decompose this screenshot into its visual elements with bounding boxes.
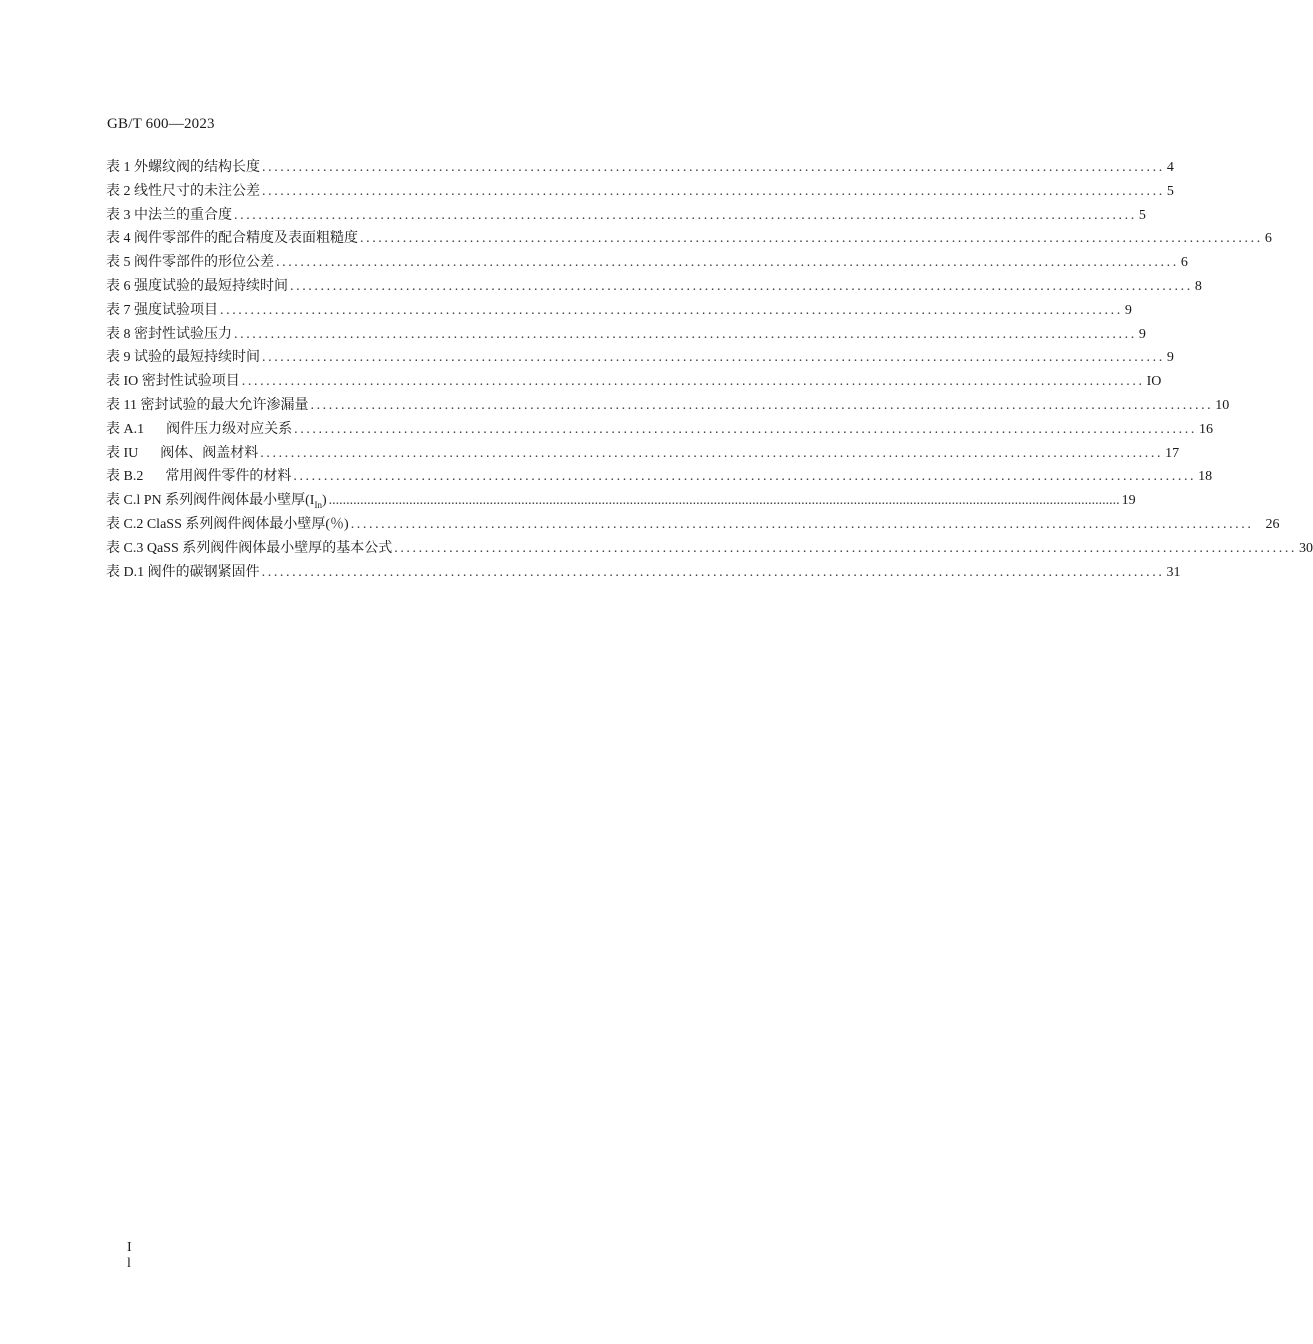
- toc-leader-dots: ....................................................................................................................................................: [260, 445, 1164, 461]
- toc-entry-page: 6: [1180, 255, 1188, 271]
- toc-entry-number: 表 A.1: [106, 421, 145, 437]
- toc-entry-page: 10: [1215, 397, 1230, 413]
- toc-entry[interactable]: [106, 561, 1181, 585]
- toc-entry[interactable]: [106, 227, 1272, 251]
- toc-entry-page: 9: [1166, 350, 1174, 366]
- toc-leader-dots: ....................................................................................................................................................: [276, 255, 1179, 271]
- toc-entry-label: 表 6 强度试验的最短持续时间: [106, 278, 288, 294]
- toc-leader-dots: ....................................................................................................................................................: [262, 160, 1165, 175]
- toc-entry[interactable]: [106, 489, 1136, 513]
- toc-leader-dots: ....................................................................................................................................................: [262, 183, 1165, 199]
- toc-entry-page: 18: [1198, 469, 1213, 485]
- toc-entry[interactable]: [106, 323, 1146, 347]
- toc-entry-label: 表 2 线性尺寸的未注公差: [106, 183, 260, 199]
- toc-leader-dots: ..................................................................................................................................................................................................................................: [328, 493, 1120, 509]
- toc-entry[interactable]: [106, 370, 1162, 394]
- toc-entry[interactable]: [106, 394, 1230, 418]
- toc-leader-dots: ....................................................................................................................................................: [294, 421, 1197, 437]
- toc-entry-label: [106, 465, 291, 485]
- toc-entry[interactable]: [106, 275, 1202, 299]
- toc-entry[interactable]: [106, 299, 1132, 323]
- toc-entry-page: 5: [1138, 207, 1146, 223]
- toc-entry-label: 表 C.2 ClaSS 系列阀件阀体最小壁厚(％): [106, 516, 349, 532]
- toc-entry-label: 表 C.3 QaSS 系列阀件阀体最小壁厚的基本公式: [106, 540, 393, 556]
- toc-entry[interactable]: [106, 180, 1174, 204]
- toc-entry-label: 表 9 试验的最短持续时间: [106, 350, 260, 366]
- toc-entry[interactable]: [106, 442, 1180, 466]
- toc-leader-dots: ....................................................................................................................................................: [220, 302, 1123, 318]
- toc-leader-dots: ....................................................................................................................................................: [241, 374, 1145, 390]
- toc-entry-label: [106, 418, 292, 438]
- toc-entry-subscript: In: [314, 499, 322, 510]
- toc-entry-label: 表 5 阀件零部件的形位公差: [106, 255, 274, 271]
- toc-entry-label: 表 IO 密封性试验项目: [106, 374, 240, 390]
- document-code: GB/T 600—2023: [107, 116, 215, 132]
- toc-entry[interactable]: [106, 156, 1174, 180]
- toc-entry-page: 16: [1198, 421, 1213, 437]
- toc-leader-dots: ....................................................................................................................................................: [360, 231, 1263, 247]
- toc-entry[interactable]: [106, 346, 1174, 370]
- toc-leader-dots: ....................................................................................................................................................: [290, 278, 1193, 294]
- table-of-contents: [106, 156, 1313, 584]
- toc-leader-dots: ....................................................................................................................................................: [262, 350, 1165, 366]
- toc-entry-page: 9: [1124, 302, 1132, 318]
- toc-entry-label: 表 11 密封试验的最大允许渗漏量: [106, 397, 309, 413]
- toc-entry-page: 17: [1165, 445, 1180, 461]
- toc-entry-label: [106, 489, 327, 510]
- toc-entry-page: 30: [1299, 540, 1313, 556]
- toc-entry-page: 4: [1166, 160, 1174, 175]
- toc-entry-page: IO: [1146, 374, 1162, 390]
- toc-entry-page: 9: [1138, 326, 1146, 342]
- toc-entry[interactable]: [106, 418, 1213, 442]
- toc-entry-number: 表 B.2: [106, 469, 144, 485]
- toc-entry-page: 19: [1121, 493, 1136, 509]
- toc-entry-title-tail: ): [321, 493, 327, 509]
- page-number-line: l: [127, 1256, 131, 1271]
- toc-entry-page: 8: [1194, 278, 1202, 294]
- toc-entry-title: 阀体、阀盖材料: [160, 445, 259, 461]
- toc-leader-dots: ....................................................................................................................................................: [261, 564, 1165, 580]
- toc-entry-label: [106, 442, 258, 462]
- toc-entry-page: 6: [1264, 231, 1272, 247]
- toc-entry[interactable]: [106, 465, 1213, 489]
- page-number: [127, 1240, 137, 1272]
- toc-entry-title: 常用阀件零件的材料: [165, 469, 292, 485]
- toc-entry-page: 26: [1265, 516, 1280, 532]
- toc-entry-label: 表 7 强度试验项目: [106, 302, 218, 318]
- page-number-line: I: [127, 1240, 132, 1255]
- toc-entry-label: 表 3 中法兰的重合度: [106, 207, 232, 223]
- toc-entry-page: 5: [1166, 183, 1174, 199]
- toc-entry-label: 表 1 外螺纹阀的结构长度: [106, 160, 260, 175]
- toc-entry-title: 阀件压力级对应关系: [166, 421, 293, 437]
- toc-entry[interactable]: [106, 537, 1313, 561]
- toc-leader-dots: ....................................................................................................................................................: [350, 516, 1254, 532]
- toc-leader-dots: ....................................................................................................................................................: [394, 540, 1298, 556]
- toc-entry-page: 31: [1166, 564, 1181, 580]
- toc-entry[interactable]: [106, 204, 1146, 228]
- toc-leader-dots: ....................................................................................................................................................: [234, 207, 1137, 223]
- toc-leader-dots: ....................................................................................................................................................: [310, 397, 1214, 413]
- toc-entry-number: 表 IU: [106, 445, 139, 461]
- toc-entry-title: 表 C.l PN 系列阀件阀体最小壁厚(I: [106, 493, 315, 509]
- toc-entry-label: 表 8 密封性试验压力: [106, 326, 232, 342]
- toc-leader-dots: ....................................................................................................................................................: [234, 326, 1137, 342]
- toc-entry[interactable]: [106, 251, 1188, 275]
- toc-entry-label: 表 D.1 阀件的碳钢紧固件: [106, 564, 260, 580]
- toc-entry-label: 表 4 阀件零部件的配合精度及表面粗糙度: [106, 231, 358, 247]
- toc-leader-dots: ....................................................................................................................................................: [293, 469, 1197, 485]
- toc-entry[interactable]: [106, 513, 1280, 537]
